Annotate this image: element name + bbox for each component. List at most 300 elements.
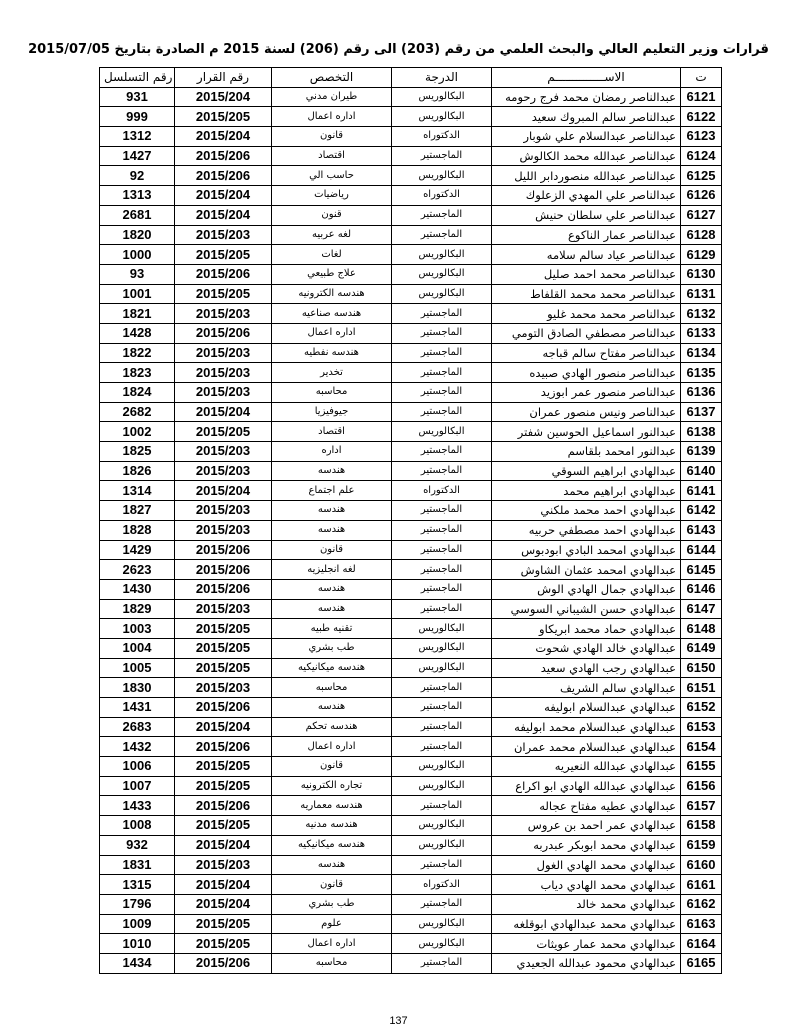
specialty-cell: قانون [272, 757, 392, 777]
decision-cell: 2015/204 [175, 205, 272, 225]
degree-cell: البكالوريس [392, 107, 492, 127]
name-cell: عبدالهادي حماد محمد ابريكاو [492, 619, 681, 639]
row-number-cell: 6145 [681, 560, 722, 580]
serial-cell: 1823 [100, 363, 175, 383]
specialty-cell: هندسه [272, 698, 392, 718]
serial-cell: 1830 [100, 678, 175, 698]
degree-cell: الدكتوراه [392, 875, 492, 895]
decision-cell: 2015/205 [175, 914, 272, 934]
serial-cell: 1009 [100, 914, 175, 934]
header-name: الاســــــــــــــم [492, 68, 681, 88]
decision-cell: 2015/203 [175, 678, 272, 698]
specialty-cell: لغات [272, 245, 392, 265]
decision-cell: 2015/206 [175, 796, 272, 816]
row-number-cell: 6160 [681, 855, 722, 875]
row-number-cell: 6164 [681, 934, 722, 954]
degree-cell: الدكتوراه [392, 127, 492, 147]
name-cell: عبدالنور امحمد بلقاسم [492, 442, 681, 462]
serial-cell: 1010 [100, 934, 175, 954]
row-number-cell: 6131 [681, 284, 722, 304]
serial-cell: 1824 [100, 383, 175, 403]
specialty-cell: هندسه ميكانيكيه [272, 658, 392, 678]
degree-cell: البكالوريس [392, 245, 492, 265]
header-no: ت [681, 68, 722, 88]
serial-cell: 2683 [100, 717, 175, 737]
table-row [100, 619, 722, 639]
specialty-cell: طيران مدني [272, 87, 392, 107]
table-row [100, 776, 722, 796]
specialty-cell: قانون [272, 127, 392, 147]
specialty-cell: هندسه [272, 520, 392, 540]
serial-cell: 1006 [100, 757, 175, 777]
decision-cell: 2015/203 [175, 599, 272, 619]
name-cell: عبدالناصر مصطفي الصادق التومي [492, 323, 681, 343]
page-number: 137 [389, 1015, 408, 1027]
decision-cell: 2015/205 [175, 245, 272, 265]
table-row [100, 914, 722, 934]
specialty-cell: تقنيه طبيه [272, 619, 392, 639]
table-row [100, 737, 722, 757]
decision-cell: 2015/206 [175, 560, 272, 580]
degree-cell: الماجستير [392, 717, 492, 737]
specialty-cell: لغه انجليزيه [272, 560, 392, 580]
specialty-cell: رياضيات [272, 186, 392, 206]
specialty-cell: اداره اعمال [272, 323, 392, 343]
name-cell: عبدالهادي عبدالسلام محمد عمران [492, 737, 681, 757]
degree-cell: البكالوريس [392, 619, 492, 639]
name-cell: عبدالناصر عياد سالم سلامه [492, 245, 681, 265]
table-row [100, 757, 722, 777]
name-cell: عبدالناصر منصور الهادي صبيده [492, 363, 681, 383]
table-row [100, 638, 722, 658]
degree-cell: الماجستير [392, 855, 492, 875]
row-number-cell: 6128 [681, 225, 722, 245]
name-cell: عبدالهادي محمد عمار عويثات [492, 934, 681, 954]
serial-cell: 92 [100, 166, 175, 186]
specialty-cell: هندسه [272, 855, 392, 875]
name-cell: عبدالناصر علي سلطان حنيش [492, 205, 681, 225]
row-number-cell: 6130 [681, 264, 722, 284]
table-row [100, 363, 722, 383]
specialty-cell: حاسب الي [272, 166, 392, 186]
specialty-cell: محاسبه [272, 383, 392, 403]
decision-cell: 2015/203 [175, 343, 272, 363]
row-number-cell: 6162 [681, 894, 722, 914]
page-title: قرارات وزير التعليم العالي والبحث العلمي من رقم (203) الى رقم (206) لسنة 2015 م الصادرة بتاريخ 2015/07/05 [28, 42, 769, 57]
degree-cell: الماجستير [392, 796, 492, 816]
table-row [100, 166, 722, 186]
serial-cell: 1312 [100, 127, 175, 147]
specialty-cell: علم اجتماع [272, 481, 392, 501]
row-number-cell: 6127 [681, 205, 722, 225]
decision-cell: 2015/204 [175, 481, 272, 501]
table-header-row [100, 68, 722, 88]
degree-cell: الماجستير [392, 520, 492, 540]
specialty-cell: علوم [272, 914, 392, 934]
degree-cell: الماجستير [392, 560, 492, 580]
name-cell: عبدالناصر عبدالسلام علي شوبار [492, 127, 681, 147]
degree-cell: الماجستير [392, 678, 492, 698]
name-cell: عبدالهادي عطيه مفتاح عجاله [492, 796, 681, 816]
specialty-cell: قانون [272, 875, 392, 895]
decision-cell: 2015/205 [175, 658, 272, 678]
degree-cell: الماجستير [392, 953, 492, 973]
specialty-cell: اداره اعمال [272, 737, 392, 757]
specialty-cell: لغه عربيه [272, 225, 392, 245]
decision-cell: 2015/204 [175, 717, 272, 737]
degree-cell: الدكتوراه [392, 186, 492, 206]
degree-cell: الماجستير [392, 225, 492, 245]
degree-cell: الماجستير [392, 146, 492, 166]
serial-cell: 1430 [100, 579, 175, 599]
table-row [100, 678, 722, 698]
degree-cell: البكالوريس [392, 166, 492, 186]
name-cell: عبدالناصر علي المهدي الزعلوك [492, 186, 681, 206]
row-number-cell: 6137 [681, 402, 722, 422]
row-number-cell: 6136 [681, 383, 722, 403]
table-row [100, 245, 722, 265]
decision-cell: 2015/206 [175, 166, 272, 186]
serial-cell: 1827 [100, 501, 175, 521]
serial-cell: 1001 [100, 284, 175, 304]
decision-cell: 2015/203 [175, 363, 272, 383]
degree-cell: الماجستير [392, 540, 492, 560]
serial-cell: 1313 [100, 186, 175, 206]
serial-cell: 1007 [100, 776, 175, 796]
specialty-cell: قنون [272, 205, 392, 225]
name-cell: عبدالناصر منصور عمر ابوزيد [492, 383, 681, 403]
row-number-cell: 6146 [681, 579, 722, 599]
table-row [100, 698, 722, 718]
row-number-cell: 6141 [681, 481, 722, 501]
serial-cell: 931 [100, 87, 175, 107]
row-number-cell: 6129 [681, 245, 722, 265]
table-row [100, 264, 722, 284]
table-row [100, 520, 722, 540]
degree-cell: الماجستير [392, 501, 492, 521]
row-number-cell: 6135 [681, 363, 722, 383]
name-cell: عبدالهادي خالد الهادي شحوت [492, 638, 681, 658]
table-row [100, 481, 722, 501]
specialty-cell: طب بشري [272, 894, 392, 914]
degree-cell: الماجستير [392, 383, 492, 403]
serial-cell: 1431 [100, 698, 175, 718]
decision-cell: 2015/205 [175, 757, 272, 777]
specialty-cell: علاج طبيعي [272, 264, 392, 284]
name-cell: عبدالهادي محمد الهادي الغول [492, 855, 681, 875]
decision-cell: 2015/205 [175, 107, 272, 127]
degree-cell: البكالوريس [392, 776, 492, 796]
decision-cell: 2015/206 [175, 264, 272, 284]
row-number-cell: 6155 [681, 757, 722, 777]
degree-cell: البكالوريس [392, 422, 492, 442]
row-number-cell: 6148 [681, 619, 722, 639]
degree-cell: الماجستير [392, 304, 492, 324]
decision-cell: 2015/206 [175, 953, 272, 973]
name-cell: عبدالهادي سالم الشريف [492, 678, 681, 698]
decision-cell: 2015/204 [175, 186, 272, 206]
decision-cell: 2015/204 [175, 127, 272, 147]
decision-cell: 2015/204 [175, 402, 272, 422]
table-row [100, 284, 722, 304]
name-cell: عبدالهادي رجب الهادي سعيد [492, 658, 681, 678]
name-cell: عبدالناصر سالم المبروك سعيد [492, 107, 681, 127]
table-row [100, 953, 722, 973]
decision-cell: 2015/205 [175, 776, 272, 796]
decision-cell: 2015/203 [175, 225, 272, 245]
specialty-cell: محاسبه [272, 953, 392, 973]
specialty-cell: هندسه صناعيه [272, 304, 392, 324]
serial-cell: 2623 [100, 560, 175, 580]
name-cell: عبدالهادي عبدالسلام محمد ابوليفه [492, 717, 681, 737]
table-body [100, 87, 722, 973]
serial-cell: 1428 [100, 323, 175, 343]
row-number-cell: 6147 [681, 599, 722, 619]
row-number-cell: 6159 [681, 835, 722, 855]
decision-cell: 2015/204 [175, 875, 272, 895]
specialty-cell: اقتصاد [272, 422, 392, 442]
serial-cell: 1821 [100, 304, 175, 324]
degree-cell: البكالوريس [392, 816, 492, 836]
specialty-cell: هندسه تحكم [272, 717, 392, 737]
table-row [100, 894, 722, 914]
specialty-cell: جيوفيزيا [272, 402, 392, 422]
serial-cell: 1315 [100, 875, 175, 895]
decision-cell: 2015/205 [175, 422, 272, 442]
degree-cell: البكالوريس [392, 264, 492, 284]
specialty-cell: هندسه معماريه [272, 796, 392, 816]
name-cell: عبدالهادي عبدالله النعيريه [492, 757, 681, 777]
name-cell: عبدالهادي محمود عبدالله الجعيدي [492, 953, 681, 973]
serial-cell: 1820 [100, 225, 175, 245]
table-row [100, 402, 722, 422]
serial-cell: 1000 [100, 245, 175, 265]
degree-cell: البكالوريس [392, 914, 492, 934]
degree-cell: الماجستير [392, 205, 492, 225]
row-number-cell: 6161 [681, 875, 722, 895]
serial-cell: 1434 [100, 953, 175, 973]
table-row [100, 107, 722, 127]
row-number-cell: 6132 [681, 304, 722, 324]
name-cell: عبدالناصر رمضان محمد فرج رحومه [492, 87, 681, 107]
table-row [100, 934, 722, 954]
row-number-cell: 6134 [681, 343, 722, 363]
table-row [100, 343, 722, 363]
row-number-cell: 6151 [681, 678, 722, 698]
degree-cell: البكالوريس [392, 934, 492, 954]
serial-cell: 1822 [100, 343, 175, 363]
row-number-cell: 6143 [681, 520, 722, 540]
name-cell: عبدالناصر محمد محمد القلفاط [492, 284, 681, 304]
header-specialty: التخصص [272, 68, 392, 88]
row-number-cell: 6126 [681, 186, 722, 206]
serial-cell: 1826 [100, 461, 175, 481]
table-row [100, 855, 722, 875]
name-cell: عبدالناصر عمار الناكوع [492, 225, 681, 245]
table-row [100, 146, 722, 166]
table-row [100, 501, 722, 521]
decision-cell: 2015/206 [175, 146, 272, 166]
specialty-cell: اداره [272, 442, 392, 462]
degree-cell: البكالوريس [392, 638, 492, 658]
row-number-cell: 6125 [681, 166, 722, 186]
table-row [100, 87, 722, 107]
serial-cell: 1796 [100, 894, 175, 914]
row-number-cell: 6139 [681, 442, 722, 462]
decision-cell: 2015/205 [175, 816, 272, 836]
degree-cell: الماجستير [392, 363, 492, 383]
decision-cell: 2015/205 [175, 638, 272, 658]
degree-cell: البكالوريس [392, 757, 492, 777]
serial-cell: 1432 [100, 737, 175, 757]
row-number-cell: 6122 [681, 107, 722, 127]
table-row [100, 816, 722, 836]
name-cell: عبدالهادي امحمد عثمان الشاوش [492, 560, 681, 580]
serial-cell: 932 [100, 835, 175, 855]
degree-cell: الماجستير [392, 579, 492, 599]
decision-cell: 2015/203 [175, 442, 272, 462]
row-number-cell: 6165 [681, 953, 722, 973]
decision-cell: 2015/206 [175, 579, 272, 599]
name-cell: عبدالهادي امحمد البادي ابودبوس [492, 540, 681, 560]
header-degree: الدرجة [392, 68, 492, 88]
name-cell: عبدالنور اسماعيل الحوسين شفتر [492, 422, 681, 442]
row-number-cell: 6149 [681, 638, 722, 658]
row-number-cell: 6153 [681, 717, 722, 737]
serial-cell: 1002 [100, 422, 175, 442]
name-cell: عبدالناصر عبدالله محمد الكالوش [492, 146, 681, 166]
specialty-cell: هندسه [272, 599, 392, 619]
degree-cell: الماجستير [392, 442, 492, 462]
serial-cell: 1429 [100, 540, 175, 560]
table-row [100, 442, 722, 462]
degree-cell: الماجستير [392, 599, 492, 619]
name-cell: عبدالناصر ونيس منصور عمران [492, 402, 681, 422]
table-row [100, 127, 722, 147]
degree-cell: الماجستير [392, 737, 492, 757]
name-cell: عبدالهادي محمد الهادي دياب [492, 875, 681, 895]
decision-cell: 2015/205 [175, 619, 272, 639]
table-row [100, 540, 722, 560]
decision-cell: 2015/206 [175, 323, 272, 343]
table-row [100, 560, 722, 580]
table-row [100, 323, 722, 343]
decision-cell: 2015/203 [175, 383, 272, 403]
table-row [100, 579, 722, 599]
serial-cell: 1433 [100, 796, 175, 816]
row-number-cell: 6142 [681, 501, 722, 521]
table-row [100, 422, 722, 442]
table-row [100, 658, 722, 678]
name-cell: عبدالهادي جمال الهادي الوش [492, 579, 681, 599]
serial-cell: 999 [100, 107, 175, 127]
name-cell: عبدالهادي ابراهيم السوقي [492, 461, 681, 481]
specialty-cell: هندسه مدنيه [272, 816, 392, 836]
table-row [100, 304, 722, 324]
specialty-cell: هندسه الكترونيه [272, 284, 392, 304]
name-cell: عبدالهادي احمد محمد ملكني [492, 501, 681, 521]
serial-cell: 93 [100, 264, 175, 284]
serial-cell: 1427 [100, 146, 175, 166]
serial-cell: 2682 [100, 402, 175, 422]
serial-cell: 1831 [100, 855, 175, 875]
name-cell: عبدالهادي ابراهيم محمد [492, 481, 681, 501]
row-number-cell: 6154 [681, 737, 722, 757]
serial-cell: 1828 [100, 520, 175, 540]
degree-cell: الماجستير [392, 698, 492, 718]
row-number-cell: 6158 [681, 816, 722, 836]
name-cell: عبدالناصر محمد محمد غليو [492, 304, 681, 324]
decision-cell: 2015/205 [175, 934, 272, 954]
degree-cell: البكالوريس [392, 284, 492, 304]
degree-cell: الماجستير [392, 402, 492, 422]
serial-cell: 1829 [100, 599, 175, 619]
table-row [100, 383, 722, 403]
row-number-cell: 6152 [681, 698, 722, 718]
decision-cell: 2015/203 [175, 520, 272, 540]
row-number-cell: 6140 [681, 461, 722, 481]
specialty-cell: تخدير [272, 363, 392, 383]
table-row [100, 835, 722, 855]
specialty-cell: اداره اعمال [272, 107, 392, 127]
degree-cell: الماجستير [392, 894, 492, 914]
name-cell: عبدالهادي عبدالله الهادي ابو اكراع [492, 776, 681, 796]
serial-cell: 1003 [100, 619, 175, 639]
name-cell: عبدالناصر عبدالله منصوردابر الليل [492, 166, 681, 186]
decision-cell: 2015/203 [175, 501, 272, 521]
degree-cell: البكالوريس [392, 658, 492, 678]
specialty-cell: طب بشري [272, 638, 392, 658]
row-number-cell: 6156 [681, 776, 722, 796]
specialty-cell: هندسه [272, 579, 392, 599]
name-cell: عبدالهادي احمد مصطفي حربيه [492, 520, 681, 540]
row-number-cell: 6138 [681, 422, 722, 442]
decisions-table [99, 67, 722, 974]
row-number-cell: 6157 [681, 796, 722, 816]
decision-cell: 2015/203 [175, 855, 272, 875]
serial-cell: 1004 [100, 638, 175, 658]
decision-cell: 2015/205 [175, 284, 272, 304]
degree-cell: البكالوريس [392, 87, 492, 107]
name-cell: عبدالناصر مفتاح سالم قباجه [492, 343, 681, 363]
degree-cell: الدكتوراه [392, 481, 492, 501]
serial-cell: 1825 [100, 442, 175, 462]
table-row [100, 205, 722, 225]
row-number-cell: 6163 [681, 914, 722, 934]
name-cell: عبدالهادي محمد عبدالهادي ابوقلغه [492, 914, 681, 934]
specialty-cell: قانون [272, 540, 392, 560]
decision-cell: 2015/204 [175, 835, 272, 855]
table-row [100, 186, 722, 206]
decision-cell: 2015/203 [175, 304, 272, 324]
specialty-cell: اداره اعمال [272, 934, 392, 954]
table-row [100, 461, 722, 481]
table-row [100, 796, 722, 816]
degree-cell: الماجستير [392, 343, 492, 363]
decision-cell: 2015/206 [175, 737, 272, 757]
decision-cell: 2015/206 [175, 698, 272, 718]
row-number-cell: 6150 [681, 658, 722, 678]
serial-cell: 1005 [100, 658, 175, 678]
name-cell: عبدالهادي عبدالسلام ابوليفه [492, 698, 681, 718]
header-decision: رقم القرار [175, 68, 272, 88]
serial-cell: 1314 [100, 481, 175, 501]
specialty-cell: تجاره الكترونيه [272, 776, 392, 796]
row-number-cell: 6121 [681, 87, 722, 107]
specialty-cell: هندسه نفطيه [272, 343, 392, 363]
serial-cell: 1008 [100, 816, 175, 836]
serial-cell: 2681 [100, 205, 175, 225]
